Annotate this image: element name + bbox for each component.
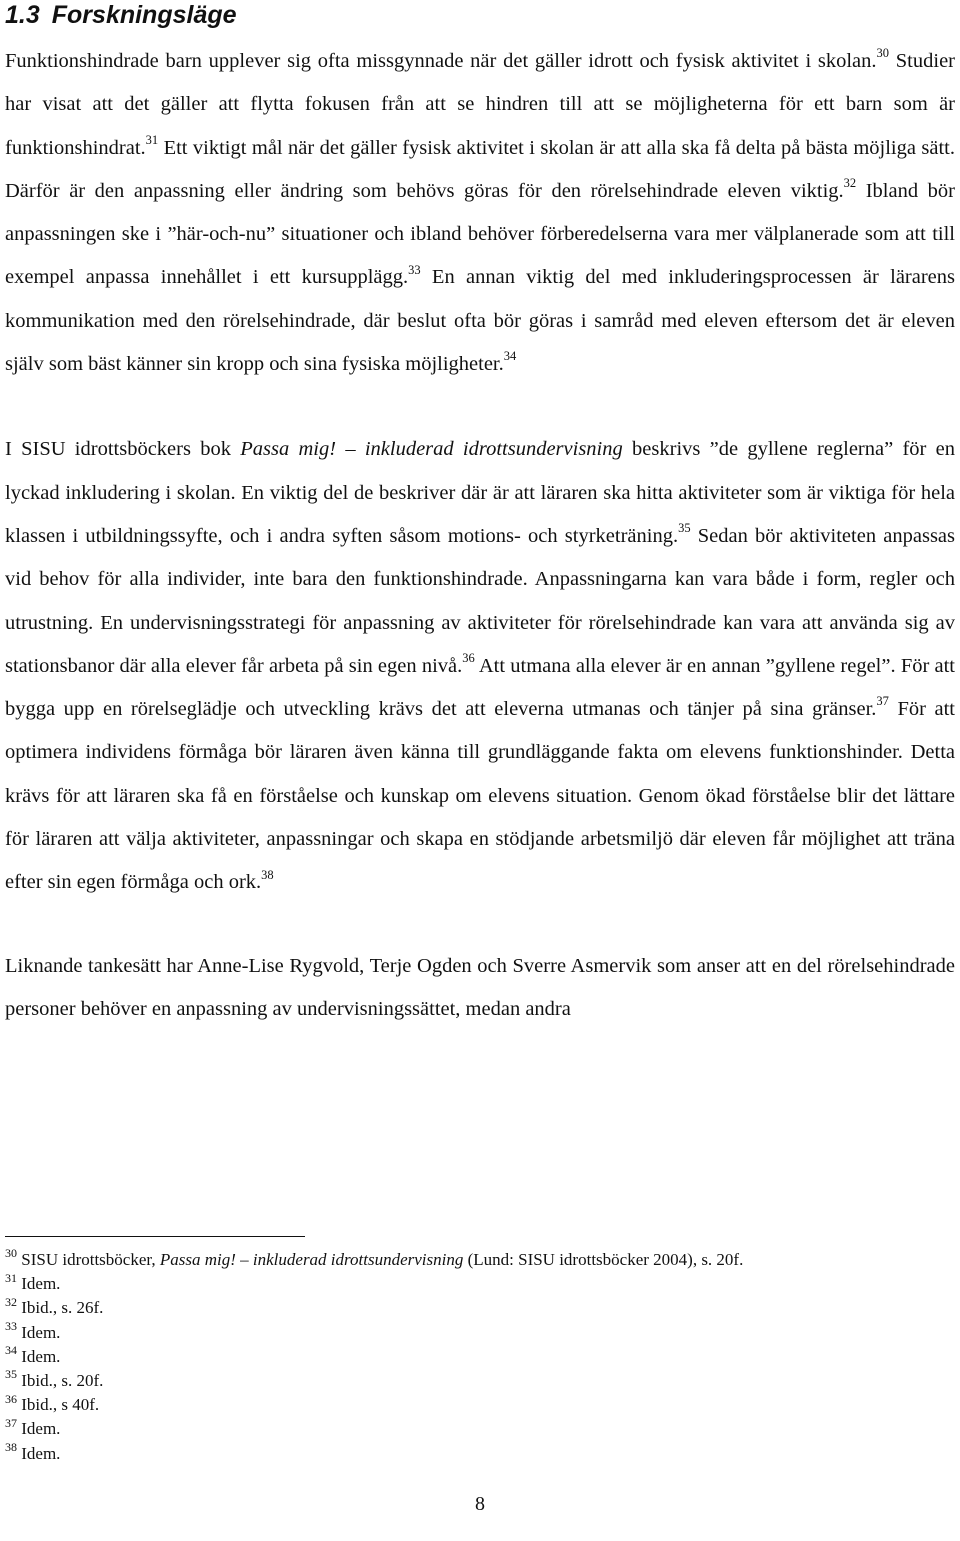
text-run: Att utmana alla elever är en annan ”gyllene regel”. För att bygga upp en rörelseglädje och utveckling krävs det att eleverna utmanas och tänjer på sina gränser. (5, 654, 955, 721)
footnote (5, 1369, 955, 1393)
section-title: Forskningsläge (51, 1, 237, 29)
footnote-reference: 33 (408, 262, 421, 277)
footnote-number: 38 (5, 1439, 17, 1454)
footnote-reference: 31 (145, 132, 159, 147)
footnote-number: 36 (5, 1391, 17, 1406)
footnote-number: 35 (5, 1367, 17, 1382)
section-number: 1.3 (5, 1, 40, 29)
text-run: Idem. (21, 1346, 61, 1366)
text-run: Idem. (21, 1419, 61, 1439)
text-run: SISU idrottsböcker, (21, 1250, 160, 1269)
footnote-number: 33 (5, 1318, 17, 1333)
text-run: Studier har visat att det gäller att flytta fokusen från att se hindren till att se möjligheterna för ett barn som är funktionshindrat. (5, 50, 955, 159)
section-heading (5, 0, 955, 30)
footnote-reference: 37 (876, 694, 889, 709)
footnote (5, 1439, 955, 1466)
footnote-reference: 36 (462, 651, 475, 666)
paragraph (5, 40, 955, 386)
text-run: Ett viktigt mål när det gäller fysisk aktivitet i skolan är att alla ska få delta på bästa möjliga sätt. Därför är den anpassning eller ändring som behövs göras för den rörelsehindrade eleven viktig. (5, 136, 955, 202)
document-page (5, 0, 955, 1031)
text-run: Ibid., s 40f. (21, 1395, 100, 1415)
footnote-number: 32 (5, 1294, 17, 1309)
page-number: 8 (475, 1493, 485, 1515)
book-title: Passa mig! – inkluderad idrottsundervisning (240, 438, 623, 461)
footnote-reference: 38 (261, 867, 274, 882)
book-title: Passa mig! – inkluderad idrottsundervisning (159, 1250, 464, 1269)
footnote (5, 1345, 955, 1369)
footnote-number: 30 (5, 1246, 17, 1261)
text-run: För att optimera individens förmåga bör läraren även känna till grundläggande fakta om elevens funktionshinder. Detta krävs för att läraren ska få en förståelse och kunskap om elevens situation. Genom ökad förståelse blir det lättare för läraren att välja aktiviteter, anpassningar och skapa en stödjande arbetsmiljö där eleven får möjlighet att träna efter sin egen förmåga och ork. (5, 698, 955, 894)
footnote (5, 1393, 955, 1417)
text-run: beskrivs ”de gyllene reglerna” för en lyckad inkludering i skolan. En viktig del de beskriver där är att läraren ska hitta aktiviteter som är viktiga för hela klassen i utbildningssyfte, och i andra syften såsom motions- och styrketräning. (5, 438, 955, 547)
text-run: Idem. (21, 1322, 61, 1342)
paragraph (5, 428, 955, 904)
footnote-reference: 35 (678, 521, 691, 536)
footnote-number: 34 (5, 1343, 17, 1358)
paragraph (5, 945, 955, 1032)
text-run: Sedan bör aktiviteten anpassas vid behov för alla individer, inte bara den funktionshindrade. Anpassningarna kan vara både i form, regler och utrustning. En undervisningsstrategi för anpassning av aktiviteter för rörelsehindrade kan vara att använda sig av stationsbanor där alla elever får arbeta på sin egen nivå. (5, 524, 955, 677)
footnote (5, 1296, 955, 1320)
footnote-number: 31 (5, 1270, 17, 1285)
text-run: (Lund: SISU idrottsböcker 2004), s. 20f. (463, 1250, 744, 1269)
text-run: En annan viktig del med inkluderingsprocessen är lärarens kommunikation med den rörelsehindrade, där beslut ofta bör göras i samråd med eleven eftersom det är eleven själv som bäst känner sin kropp och sina fysiska möjligheter. (5, 266, 955, 376)
footnote-reference: 30 (876, 46, 890, 61)
footnotes (5, 1248, 955, 1466)
footnote-separator (5, 1236, 305, 1237)
footnote (5, 1417, 955, 1441)
text-run: Ibland bör anpassningen ske i ”här-och-nu” situationer och ibland behöver förberedelserna vara mer välplanerade som att till exempel anpassa innehållet i ett kursupplägg. (5, 179, 955, 289)
text-run: I SISU idrottsböckers bok (5, 438, 241, 461)
footnote-reference: 32 (843, 176, 857, 191)
text-run: Idem. (21, 1443, 61, 1463)
text-run: Idem. (21, 1274, 61, 1294)
text-run: Funktionshindrade barn upplever sig ofta missgynnade när det gäller idrott och fysisk aktivitet i skolan. (5, 50, 877, 72)
text-run: Ibid., s. 20f. (21, 1371, 104, 1391)
footnote (5, 1318, 955, 1345)
footnote (5, 1272, 955, 1296)
footnote-reference: 34 (503, 349, 517, 364)
text-run: Ibid., s. 26f. (21, 1298, 104, 1318)
footnote (5, 1248, 955, 1272)
footnote-number: 37 (5, 1415, 17, 1430)
text-run: Liknande tankesätt har Anne-Lise Rygvold, Terje Ogden och Sverre Asmervik som anser att en del rörelsehindrade personer behöver en anpassning av undervisningssättet, medan andra (5, 954, 955, 1020)
